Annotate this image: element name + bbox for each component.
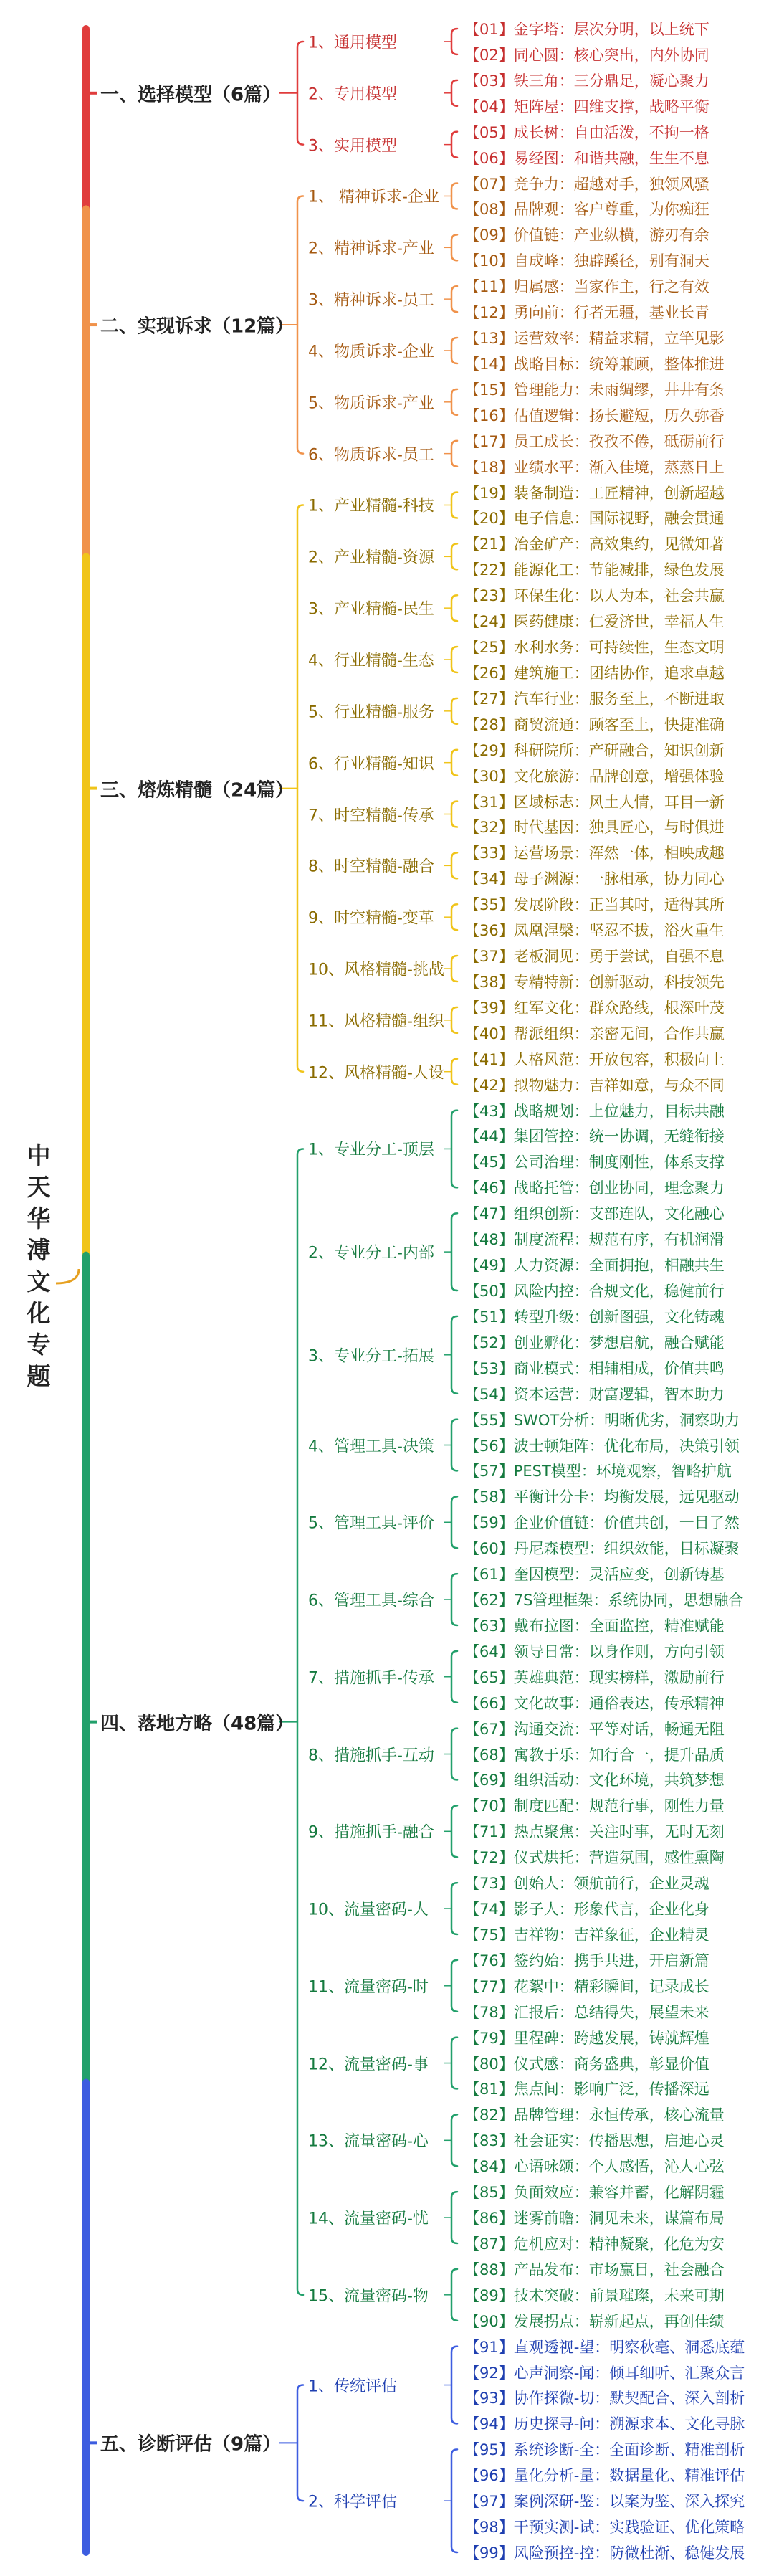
leaf-item: 【67】沟通交流：平等对话，畅通无阻 xyxy=(464,1720,725,1738)
leaves-brace xyxy=(452,1059,457,1085)
sub-node: 8、措施抓手-互动 xyxy=(308,1746,434,1765)
leaf-item: 【07】竞争力：超越对手，独领风骚 xyxy=(464,175,710,193)
leaves-brace xyxy=(452,1651,457,1703)
leaf-item: 【72】仪式烘托：营造氛围，感性熏陶 xyxy=(464,1849,725,1867)
leaves-brace xyxy=(452,647,457,672)
leaf-item: 【03】铁三角：三分鼎足，凝心聚力 xyxy=(464,72,710,90)
leaf-item: 【20】电子信息：国际视野，融会贯通 xyxy=(464,510,725,528)
leaf-item: 【11】归属感：当家作主，行之有效 xyxy=(464,278,710,296)
leaves-brace xyxy=(452,2114,457,2166)
sub-node: 7、措施抓手-传承 xyxy=(308,1669,434,1688)
leaf-item: 【50】风险内控：合规文化，稳健前行 xyxy=(464,1283,725,1300)
sub-node: 10、流量密码-人 xyxy=(308,1901,429,1919)
leaf-item: 【56】波士顿矩阵：优化布局，决策引领 xyxy=(464,1437,740,1455)
leaf-item: 【82】品牌管理：永恒传承，核心流量 xyxy=(464,2106,725,2124)
leaf-item: 【99】风险预控-控：防微杜渐、稳健发展 xyxy=(464,2544,745,2562)
subs-brace xyxy=(297,505,303,1071)
leaves-brace xyxy=(452,802,457,827)
subs-brace xyxy=(297,42,303,145)
leaf-item: 【08】品牌观：客户尊重，为你痴狂 xyxy=(464,201,710,219)
leaves-brace xyxy=(452,1496,457,1548)
leaf-item: 【15】管理能力：未雨绸缪，井井有条 xyxy=(464,381,725,399)
sub-node: 1、 精神诉求-企业 xyxy=(308,188,439,206)
section-node: 五、诊断评估（9篇） xyxy=(100,2433,282,2456)
leaf-item: 【18】业绩水平：渐入佳境，蒸蒸日上 xyxy=(464,458,725,476)
leaf-item: 【57】PEST模型：环境观察，智略护航 xyxy=(464,1463,732,1481)
root-title: 中天华溥文化专题 xyxy=(27,1141,51,1390)
sub-node: 11、流量密码-时 xyxy=(308,1978,429,1997)
sub-node: 5、行业精髓-服务 xyxy=(308,703,434,722)
leaves-brace xyxy=(452,286,457,312)
leaf-item: 【26】建筑施工：团结协作，追求卓越 xyxy=(464,664,725,682)
sub-node: 1、传统评估 xyxy=(308,2377,397,2396)
sub-node: 3、精神诉求-员工 xyxy=(308,291,434,310)
sub-node: 2、专用模型 xyxy=(308,85,397,104)
leaf-item: 【17】员工成长：孜孜不倦，砥砺前行 xyxy=(464,432,725,450)
leaves-brace xyxy=(452,1420,457,1471)
leaves-brace xyxy=(452,2347,457,2424)
leaf-item: 【98】干预实测-试：实践验证、优化策略 xyxy=(464,2519,745,2537)
leaf-item: 【71】热点聚焦：关注时事，无时无刻 xyxy=(464,1823,725,1841)
leaf-item: 【21】冶金矿产：高效集约，见微知著 xyxy=(464,536,725,553)
sub-node: 15、流量密码-物 xyxy=(308,2287,429,2306)
section-node: 三、熔炼精髓（24篇） xyxy=(100,779,295,802)
leaf-item: 【70】制度匹配：规范行事，刚性力量 xyxy=(464,1797,725,1815)
sub-node: 6、管理工具-综合 xyxy=(308,1592,434,1610)
leaf-item: 【60】丹尼森模型：组织效能，目标凝聚 xyxy=(464,1540,740,1558)
leaf-item: 【06】易经图：和谐共融，生生不息 xyxy=(464,149,710,167)
leaf-item: 【43】战略规划：上位魅力，目标共融 xyxy=(464,1102,725,1120)
section-node: 四、落地方略（48篇） xyxy=(100,1713,295,1735)
leaves-brace xyxy=(452,493,457,518)
leaf-item: 【85】负面效应：兼容并蓄，化解阴霾 xyxy=(464,2184,725,2202)
leaf-item: 【27】汽车行业：服务至上，不断进取 xyxy=(464,690,725,708)
leaf-item: 【39】红军文化：群众路线，根深叶茂 xyxy=(464,999,725,1017)
sub-node: 5、物质诉求-产业 xyxy=(308,394,434,413)
leaf-item: 【94】历史探寻-问：溯源求本、文化寻脉 xyxy=(464,2415,745,2433)
leaf-item: 【24】医药健康：仁爱济世，幸福人生 xyxy=(464,613,725,631)
sub-node: 11、风格精髓-组织 xyxy=(308,1012,444,1031)
leaves-brace xyxy=(452,543,457,569)
leaf-item: 【30】文化旅游：品牌创意，增强体验 xyxy=(464,767,725,785)
leaf-item: 【46】战略托管：创业协同，理念聚力 xyxy=(464,1179,725,1197)
leaf-item: 【96】量化分析-量：数据量化、精准评估 xyxy=(464,2467,745,2485)
leaf-item: 【33】运营场景：浑然一体，相映成趣 xyxy=(464,845,725,862)
sub-node: 1、通用模型 xyxy=(308,34,397,52)
section-node: 二、实现诉求（12篇） xyxy=(100,315,295,338)
leaf-item: 【04】矩阵屋：四维支撑，战略平衡 xyxy=(464,98,710,115)
section-node: 一、选择模型（6篇） xyxy=(100,84,282,106)
leaf-item: 【42】拟物魅力：吉祥如意，与众不同 xyxy=(464,1076,725,1094)
sub-node: 1、产业精髓-科技 xyxy=(308,497,434,515)
leaf-item: 【97】案例深研-鉴：以案为鉴、深入探究 xyxy=(464,2493,745,2511)
leaves-brace xyxy=(452,2449,457,2552)
leaf-item: 【40】帮派组织：亲密无间，合作共赢 xyxy=(464,1025,725,1042)
leaf-item: 【22】能源化工：节能减排，绿色发展 xyxy=(464,561,725,579)
leaf-item: 【66】文化故事：通俗表达，传承精神 xyxy=(464,1694,725,1712)
leaf-item: 【48】制度流程：规范有序，有机润滑 xyxy=(464,1231,725,1249)
sub-node: 3、产业精髓-民生 xyxy=(308,600,434,619)
leaf-item: 【90】发展拐点：崭新起点，再创佳绩 xyxy=(464,2312,725,2330)
leaf-item: 【45】公司治理：制度刚性，体系支撑 xyxy=(464,1154,725,1171)
leaves-brace xyxy=(452,1729,457,1780)
leaves-brace xyxy=(452,338,457,363)
leaf-item: 【34】母子渊源：一脉相承，协力同心 xyxy=(464,870,725,888)
leaf-item: 【63】戴布拉图：全面监控，精准赋能 xyxy=(464,1617,725,1635)
leaf-item: 【12】勇向前：行者无疆，基业长青 xyxy=(464,304,710,322)
leaf-item: 【13】运营效率：精益求精，立竿见影 xyxy=(464,330,725,348)
leaf-item: 【14】战略目标：统筹兼顾，整体推进 xyxy=(464,355,725,373)
leaf-item: 【83】社会证实：传播思想，启迪心灵 xyxy=(464,2132,725,2150)
leaf-item: 【01】金字塔：层次分明，以上统下 xyxy=(464,21,710,38)
leaf-item: 【75】吉祥物：吉祥象征，企业精灵 xyxy=(464,1926,710,1944)
leaf-item: 【59】企业价值链：价值共创，一目了然 xyxy=(464,1514,740,1532)
leaf-item: 【32】时代基因：独具匠心，与时俱进 xyxy=(464,819,725,837)
sub-node: 14、流量密码-忧 xyxy=(308,2210,429,2228)
leaf-item: 【44】集团管控：统一协调，无缝衔接 xyxy=(464,1128,725,1146)
leaves-brace xyxy=(452,441,457,467)
leaf-item: 【65】英雄典范：现实榜样，激励前行 xyxy=(464,1668,725,1686)
leaves-brace xyxy=(452,852,457,878)
root-connector xyxy=(56,1269,79,1283)
leaf-item: 【28】商贸流通：顾客至上，快捷准确 xyxy=(464,716,725,733)
leaf-item: 【52】创业孵化：梦想启航，融合赋能 xyxy=(464,1334,725,1351)
leaf-item: 【25】水利水务：可持续性，生态文明 xyxy=(464,639,725,657)
sub-node: 7、时空精髓-传承 xyxy=(308,807,434,824)
sub-node: 3、专业分工-拓展 xyxy=(308,1347,434,1366)
leaves-brace xyxy=(452,132,457,158)
leaf-item: 【79】里程碑：跨越发展，铸就辉煌 xyxy=(464,2029,710,2047)
sub-node: 4、物质诉求-企业 xyxy=(308,343,434,361)
leaf-item: 【29】科研院所：产研融合，知识创新 xyxy=(464,741,725,759)
leaves-brace xyxy=(452,234,457,260)
sub-node: 1、专业分工-顶层 xyxy=(308,1141,434,1159)
leaf-item: 【76】签约始：携手共进，开启新篇 xyxy=(464,1952,710,1969)
leaves-brace xyxy=(452,595,457,621)
leaves-brace xyxy=(452,1316,457,1394)
leaf-item: 【68】寓教于乐：知行合一，提升品质 xyxy=(464,1746,725,1764)
leaf-item: 【93】协作探微-切：默契配合、深入剖析 xyxy=(464,2390,745,2408)
leaf-item: 【81】焦点间：影响广泛，传播深远 xyxy=(464,2081,710,2099)
leaf-item: 【91】直观透视-望：明察秋毫、洞悉底蕴 xyxy=(464,2338,745,2356)
leaf-item: 【78】汇报后：总结得失，展望未来 xyxy=(464,2003,710,2021)
leaf-item: 【92】心声洞察-闻：倾耳细听、汇聚众言 xyxy=(464,2364,745,2382)
leaves-brace xyxy=(452,184,457,209)
leaf-item: 【62】7S管理框架：系统协同，思想融合 xyxy=(464,1592,744,1610)
leaf-item: 【31】区域标志：风土人情，耳目一新 xyxy=(464,793,725,811)
leaf-item: 【86】迷雾前瞻：洞见未来，谋篇布局 xyxy=(464,2210,725,2228)
leaves-brace xyxy=(452,1883,457,1934)
leaf-item: 【87】危机应对：精神凝聚，化危为安 xyxy=(464,2235,725,2253)
leaves-brace xyxy=(452,80,457,106)
sub-node: 2、精神诉求-产业 xyxy=(308,239,434,258)
leaf-item: 【64】领导日常：以身作则，方向引领 xyxy=(464,1643,725,1660)
leaf-item: 【69】组织活动：文化环境，共筑梦想 xyxy=(464,1772,725,1790)
leaf-item: 【53】商业模式：相辅相成，价值共鸣 xyxy=(464,1359,725,1377)
subs-brace xyxy=(297,1149,303,2294)
sub-node: 9、时空精髓-变革 xyxy=(308,909,434,928)
leaf-item: 【80】仪式感：商务盛典，彰显价值 xyxy=(464,2055,710,2073)
leaf-item: 【10】自成峰：独辟蹊径，别有洞天 xyxy=(464,252,710,270)
sub-node: 5、管理工具-评价 xyxy=(308,1514,434,1533)
leaf-item: 【19】装备制造：工匠精神，创新超越 xyxy=(464,484,725,502)
subs-brace xyxy=(297,196,303,453)
leaf-item: 【41】人格风范：开放包容，积极向上 xyxy=(464,1050,725,1068)
leaves-brace xyxy=(452,1574,457,1625)
leaf-item: 【84】心语咏颂：个人感悟，沁人心弦 xyxy=(464,2158,725,2176)
sub-node: 12、流量密码-事 xyxy=(308,2055,429,2074)
leaves-brace xyxy=(452,1111,457,1188)
leaves-brace xyxy=(452,956,457,982)
leaf-item: 【49】人力资源：全面拥抱，相融共生 xyxy=(464,1257,725,1275)
leaf-item: 【35】发展阶段：正当其时，适得其所 xyxy=(464,896,725,914)
leaf-item: 【74】影子人：形象代言，企业化身 xyxy=(464,1901,710,1919)
leaf-item: 【89】技术突破：前景璀璨，未来可期 xyxy=(464,2286,725,2304)
leaf-item: 【58】平衡计分卡：均衡发展，远见驱动 xyxy=(464,1488,740,1506)
leaf-item: 【02】同心圆：核心突出，内外协同 xyxy=(464,46,710,64)
leaf-item: 【36】凤凰涅槃：坚忍不拔，浴火重生 xyxy=(464,922,725,940)
leaves-brace xyxy=(452,750,457,776)
leaves-brace xyxy=(452,1007,457,1033)
leaf-item: 【38】专精特新：创新驱动，科技领先 xyxy=(464,973,725,991)
sub-node: 2、专业分工-内部 xyxy=(308,1244,434,1263)
leaf-item: 【16】估值逻辑：扬长避短，历久弥香 xyxy=(464,407,725,424)
subs-brace xyxy=(297,2385,303,2501)
leaf-item: 【51】转型升级：创新图强，文化铸魂 xyxy=(464,1308,725,1326)
leaf-item: 【88】产品发布：市场赢目，社会融合 xyxy=(464,2261,725,2278)
sub-node: 4、行业精髓-生态 xyxy=(308,652,434,670)
sub-node: 3、实用模型 xyxy=(308,137,397,156)
leaf-item: 【09】价值链：产业纵横，游刃有余 xyxy=(464,227,710,244)
leaf-item: 【55】SWOT分析：明晰优劣，洞察助力 xyxy=(464,1411,740,1429)
leaves-brace xyxy=(452,2269,457,2321)
leaves-brace xyxy=(452,904,457,930)
leaves-brace xyxy=(452,2038,457,2089)
leaf-item: 【47】组织创新：支部连队，文化融心 xyxy=(464,1205,725,1223)
sub-node: 6、行业精髓-知识 xyxy=(308,755,434,774)
sub-node: 6、物质诉求-员工 xyxy=(308,446,434,465)
sub-node: 13、流量密码-心 xyxy=(308,2132,429,2151)
leaf-item: 【77】花絮中：精彩瞬间，记录成长 xyxy=(464,1977,710,1995)
sub-node: 12、风格精髓-人设 xyxy=(308,1064,444,1083)
sub-node: 2、产业精髓-资源 xyxy=(308,548,434,567)
sub-node: 9、措施抓手-融合 xyxy=(308,1823,434,1842)
sub-node: 4、管理工具-决策 xyxy=(308,1437,434,1455)
leaves-brace xyxy=(452,389,457,415)
leaf-item: 【54】资本运营：财富逻辑，智本助力 xyxy=(464,1385,725,1403)
leaf-item: 【05】成长树：自由活泼，不拘一格 xyxy=(464,123,710,141)
leaf-item: 【61】奎因模型：灵活应变，创新铸基 xyxy=(464,1566,725,1584)
sub-node: 10、风格精髓-挑战 xyxy=(308,961,444,979)
leaves-brace xyxy=(452,1805,457,1857)
sub-node: 8、时空精髓-融合 xyxy=(308,857,434,876)
leaves-brace xyxy=(452,698,457,724)
leaves-brace xyxy=(452,29,457,54)
leaves-brace xyxy=(452,1213,457,1291)
leaf-item: 【23】环保生化：以人为本，社会共赢 xyxy=(464,587,725,605)
leaves-brace xyxy=(452,1960,457,2012)
leaf-item: 【95】系统诊断-全：全面诊断、精准剖析 xyxy=(464,2441,745,2459)
leaf-item: 【73】创始人：领航前行，企业灵魂 xyxy=(464,1875,710,1893)
leaf-item: 【37】老板洞见：勇于尝试，自强不息 xyxy=(464,948,725,966)
sub-node: 2、科学评估 xyxy=(308,2493,397,2511)
leaves-brace xyxy=(452,2192,457,2243)
